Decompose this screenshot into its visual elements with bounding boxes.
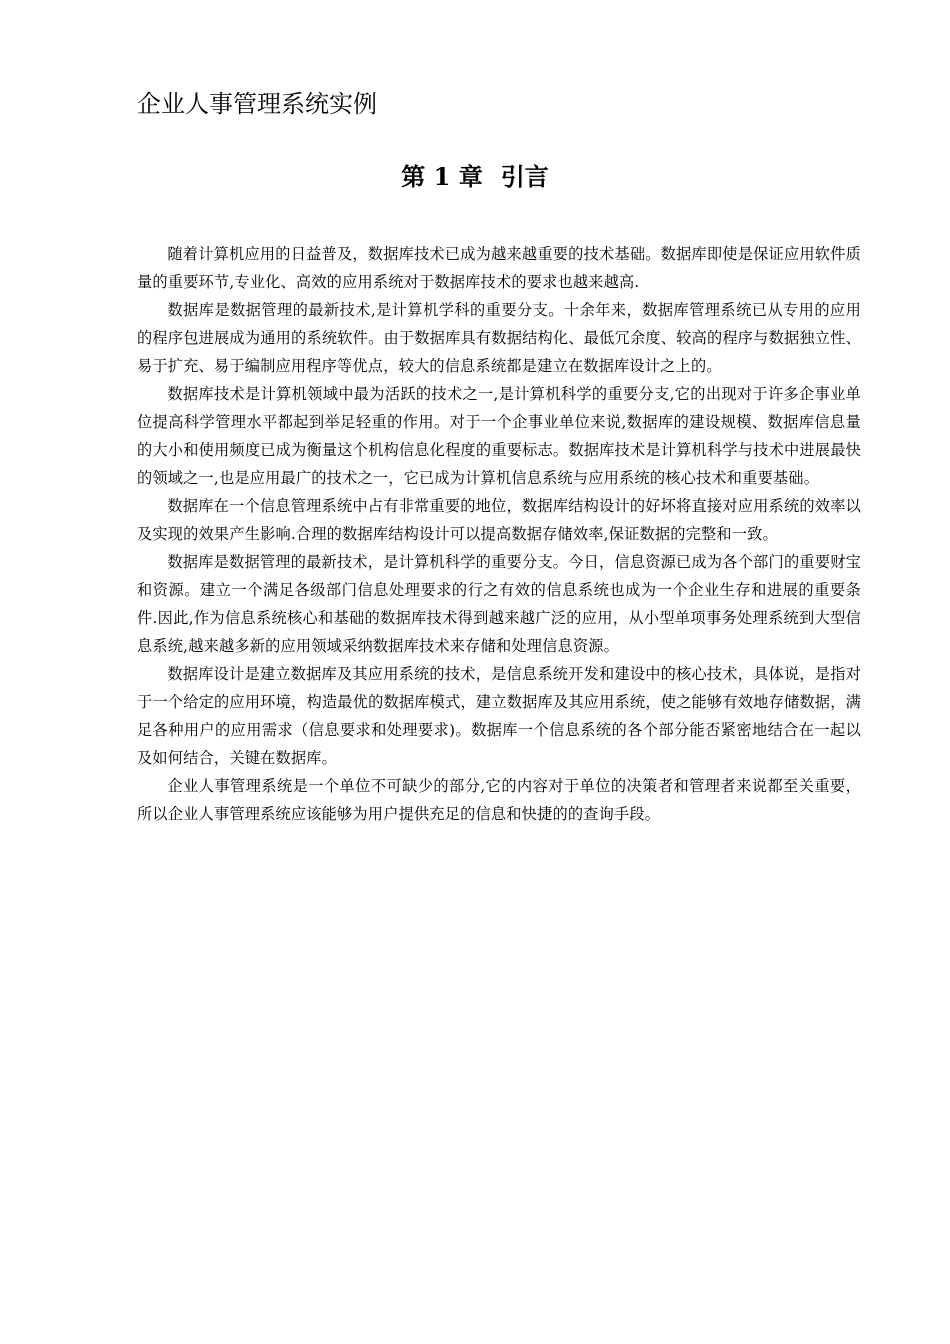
chapter-number: 第 1 章 [401,162,483,191]
paragraph-4: 数据库在一个信息管理系统中占有非常重要的地位，数据库结构设计的好坏将直接对应用系统的效率以及实现的效果产生影响.合理的数据库结构设计可以提高数据存储效率,保证数据的完整和一致。 [137,497,861,543]
paragraph-2: 数据库是数据管理的最新技术,是计算机学科的重要分支。十余年来，数据库管理系统已从专用的应用的程序包进展成为通用的系统软件。由于数据库具有数据结构化、最低冗余度、较高的程序与数据独立性、易于扩充、易于编制应用程序等优点，较大的信息系统都是建立在数据库设计之上的。 [137,301,861,375]
paragraph-6: 数据库设计是建立数据库及其应用系统的技术，是信息系统开发和建设中的核心技术，具体说，是指对于一个给定的应用环境，构造最优的数据库模式，建立数据库及其应用系统，使之能够有效地存储数据，满足各种用户的应用需求（信息要求和处理要求)。数据库一个信息系统的各个部分能否紧密地结合在一起以及如何结合，关键在数据库。 [137,665,861,767]
paragraph-3: 数据库技术是计算机领域中最为活跃的技术之一,是计算机科学的重要分支,它的出现对于许多企事业单位提高科学管理水平都起到举足轻重的作用。对于一个企事业单位来说,数据库的建设规模、数据库信息量的大小和使用频度已成为衡量这个机构信息化程度的重要标志。数据库技术是计算机科学与技术中进展最快的领域之一,也是应用最广的技术之一，它已成为计算机信息系统与应用系统的核心技术和重要基础。 [137,385,861,487]
paragraph-5: 数据库是数据管理的最新技术，是计算机科学的重要分支。今日，信息资源已成为各个部门的重要财宝和资源。建立一个满足各级部门信息处理要求的行之有效的信息系统也成为一个企业生存和进展的重要条件.因此,作为信息系统核心和基础的数据库技术得到越来越广泛的应用，从小型单项事务处理系统到大型信息系统,越来越多新的应用领域采纳数据库技术来存储和处理信息资源。 [137,553,861,655]
document-title: 企业人事管理系统实例 [137,90,377,118]
chapter-heading [0,160,950,194]
chapter-title: 引言 [500,162,549,191]
paragraph-7: 企业人事管理系统是一个单位不可缺少的部分,它的内容对于单位的决策者和管理者来说都至关重要，所以企业人事管理系统应该能够为用户提供充足的信息和快捷的的查询手段。 [137,777,861,823]
body-text [137,240,861,828]
paragraph-1: 随着计算机应用的日益普及，数据库技术已成为越来越重要的技术基础。数据库即使是保证应用软件质量的重要环节,专业化、高效的应用系统对于数据库技术的要求也越来越高. [137,245,861,291]
